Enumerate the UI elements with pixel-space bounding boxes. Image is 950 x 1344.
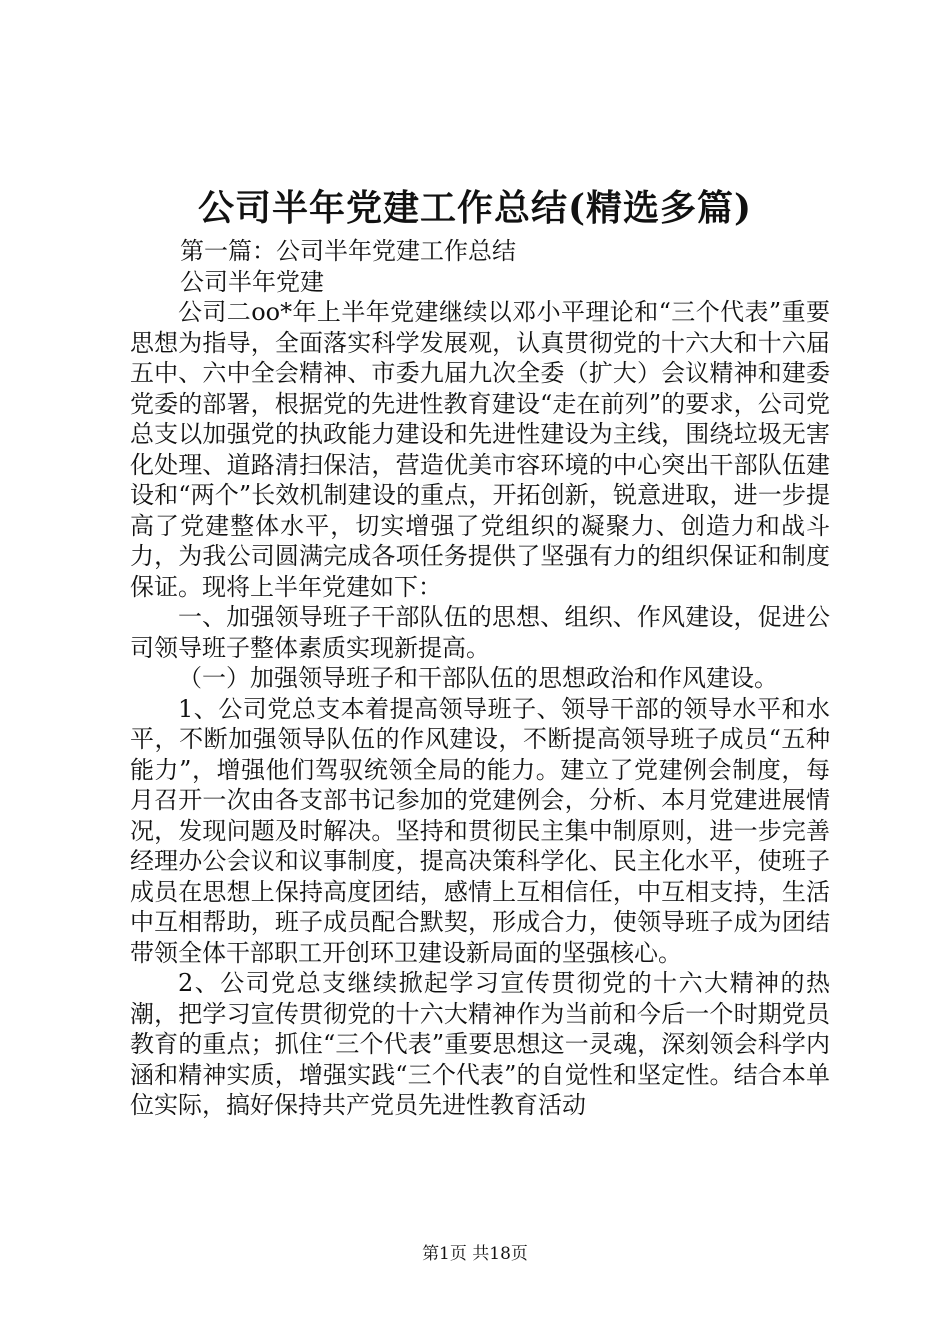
- paragraph: 1、公司党总支本着提高领导班子、领导干部的领导水平和水平，不断加强领导队伍的作风建设，不断提高领导班子成员“五种能力”，增强他们驾驭统领全局的能力。建立了党建例会制度，每月召开一次由各支部书记参加的党建例会，分析、本月党建进展情况，发现问题及时解决。坚持和贯彻民主集中制原则，进一步完善经理办公会议和议事制度，提高决策科学化、民主化水平，使班子成员在思想上保持高度团结，感情上互相信任，中互相支持，生活中互相帮助，班子成员配合默契，形成合力，使领导班子成为团结带领全体干部职工开创环卫建设新局面的坚强核心。: [130, 694, 830, 967]
- page-number-footer: 第1页 共18页: [422, 1244, 528, 1264]
- paragraph: 2、公司党总支继续掀起学习宣传贯彻党的十六大精神的热潮，把学习宣传贯彻党的十六大精神作为当前和今后一个时期党员教育的重点；抓住“三个代表”重要思想这一灵魂，深刻领会科学内涵和精神实质，增强实践“三个代表”的自觉性和坚定性。结合本单位实际，搞好保持共产党员先进性教育活动: [130, 969, 830, 1119]
- paragraph: 一、加强领导班子干部队伍的思想、组织、作风建设，促进公司领导班子整体素质实现新提高。: [130, 603, 830, 662]
- paragraph: 公司二oo*年上半年党建继续以邓小平理论和“三个代表”重要思想为指导，全面落实科学发展观，认真贯彻党的十六大和十六届五中、六中全会精神、市委九届九次全委（扩大）会议精神和建委党委的部署，根据党的先进性教育建设“走在前列”的要求，公司党总支以加强党的执政能力建设和先进性建设为主线，围绕垃圾无害化处理、道路清扫保洁，营造优美市容环境的中心突出干部队伍建设和“两个”长效机制建设的重点，开拓创新，锐意进取，进一步提高了党建整体水平，切实增强了党组织的凝聚力、创造力和战斗力，为我公司圆满完成各项任务提供了坚强有力的组织保证和制度保证。现将上半年党建如下：: [130, 298, 830, 601]
- section-heading: 第一篇：公司半年党建工作总结: [180, 237, 516, 265]
- paragraph: （一）加强领导班子和干部队伍的思想政治和作风建设。: [178, 664, 778, 692]
- document-body: [130, 236, 830, 1121]
- document-title: 公司半年党建工作总结(精选多篇): [197, 187, 753, 229]
- subsection-heading: 公司半年党建: [180, 267, 324, 296]
